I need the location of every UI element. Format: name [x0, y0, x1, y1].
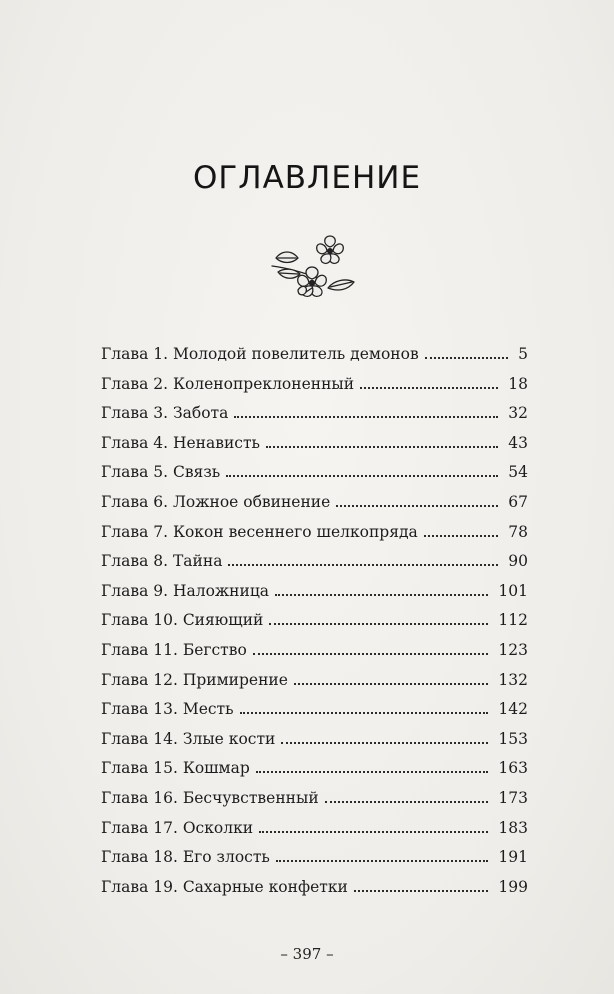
dot-leader — [360, 387, 498, 389]
toc-entry-title: Глава 15. Кошмар — [101, 759, 250, 778]
toc-entry — [101, 873, 528, 903]
dot-leader — [294, 683, 488, 685]
toc-entry — [101, 399, 528, 429]
toc-entry — [101, 547, 528, 577]
dot-leader — [228, 564, 498, 566]
toc-entry-page: 5 — [518, 345, 528, 363]
toc-entry-page: 142 — [498, 700, 528, 719]
toc-entry-title: Глава 7. Кокон весеннего шелкопряда — [101, 522, 418, 541]
toc-entry — [101, 784, 528, 814]
toc-entry — [101, 518, 528, 548]
toc-entry-page: 153 — [498, 729, 528, 748]
toc-entry-page: 67 — [508, 492, 528, 511]
show-through-text — [258, 40, 262, 55]
toc-entry-title: Глава 3. Забота — [101, 404, 229, 423]
toc-entry-page: 123 — [498, 640, 528, 659]
toc-entry — [101, 843, 528, 873]
toc-entry-title: Глава 6. Ложное обвинение — [101, 492, 331, 511]
dot-leader — [226, 475, 498, 477]
dot-leader — [253, 653, 489, 655]
toc-entry — [101, 429, 528, 459]
dot-leader — [276, 860, 489, 862]
toc-entry-page: 191 — [498, 848, 528, 867]
dot-leader — [325, 801, 489, 803]
toc-entry — [101, 458, 528, 488]
toc-entry-page: 101 — [498, 581, 528, 600]
toc-entry — [101, 754, 528, 784]
toc-entry — [101, 340, 528, 370]
toc-entry-page: 112 — [498, 611, 528, 630]
toc-entry — [101, 370, 528, 400]
dot-leader — [336, 505, 498, 507]
toc-entry — [101, 725, 528, 755]
cherry-blossom-icon — [268, 232, 360, 310]
toc-entry-title: Глава 14. Злые кости — [101, 729, 276, 748]
toc-entry-title: Глава 16. Бесчувственный — [101, 788, 319, 807]
toc-entry-page: 18 — [508, 374, 528, 393]
toc-entry — [101, 814, 528, 844]
toc-entry-title: Глава 17. Осколки — [101, 818, 254, 837]
toc-entry-page: 54 — [508, 463, 528, 482]
dot-leader — [240, 712, 489, 714]
toc-entry-page: 78 — [508, 522, 528, 541]
dot-leader — [424, 535, 498, 537]
dot-leader — [266, 446, 498, 448]
toc-entry-page: 90 — [508, 552, 528, 571]
dot-leader — [269, 623, 488, 625]
toc-entry-page: 163 — [498, 759, 528, 778]
toc-entry-page: 132 — [498, 670, 528, 689]
toc-entry-title: Глава 9. Наложница — [101, 581, 270, 600]
toc-entry — [101, 577, 528, 607]
toc-entry-title: Глава 12. Примирение — [101, 670, 288, 689]
dot-leader — [275, 594, 488, 596]
toc-entry — [101, 666, 528, 696]
toc-entry-title: Глава 5. Связь — [101, 463, 221, 482]
dot-leader — [281, 742, 488, 744]
toc-entry — [101, 636, 528, 666]
toc-entry — [101, 488, 528, 518]
toc-entry-page: 199 — [498, 877, 528, 896]
page-number: – 397 – — [280, 945, 334, 963]
dot-leader — [259, 831, 488, 833]
toc-entry-title: Глава 11. Бегство — [101, 640, 247, 659]
toc-entry-page: 173 — [498, 788, 528, 807]
toc-entry-page: 43 — [508, 433, 528, 452]
toc-entry-title: Глава 18. Его злость — [101, 848, 270, 867]
toc-entry-title: Глава 4. Ненависть — [101, 433, 260, 452]
toc-entry-title: Глава 2. Коленопреклоненный — [101, 374, 355, 393]
toc-entry-title: Глава 8. Тайна — [101, 552, 223, 571]
dot-leader — [234, 416, 498, 418]
toc-entry-title: Глава 19. Сахарные конфетки — [101, 877, 348, 896]
toc-entry-page: 32 — [508, 404, 528, 423]
toc-entry-page: 183 — [498, 818, 528, 837]
toc-entry-title: Глава 1. Молодой повелитель демонов — [101, 345, 419, 363]
dot-leader — [256, 771, 489, 773]
toc-entry — [101, 606, 528, 636]
dot-leader — [354, 890, 489, 892]
dot-leader — [425, 357, 508, 359]
toc-entry-title: Глава 10. Сияющий — [101, 611, 264, 630]
toc-entry — [101, 695, 528, 725]
page-title: ОГЛАВЛЕНИЕ — [192, 160, 422, 196]
toc-entry-title: Глава 13. Месть — [101, 700, 234, 719]
table-of-contents — [101, 340, 528, 902]
